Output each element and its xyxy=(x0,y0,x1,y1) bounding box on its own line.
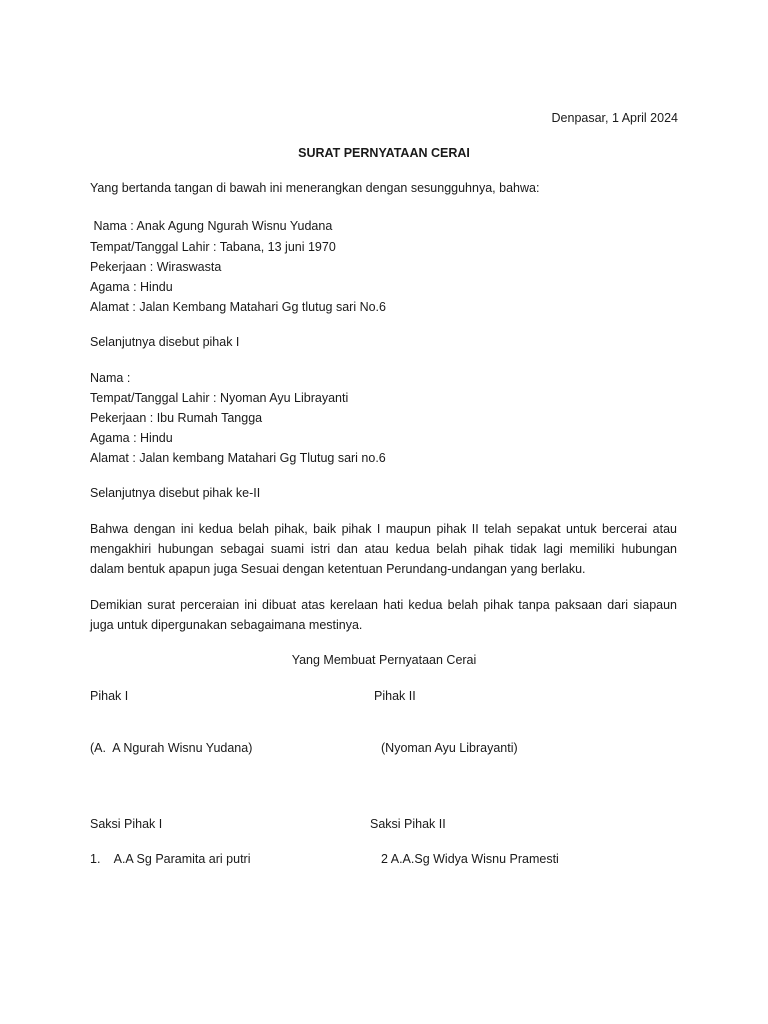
intro-text: Yang bertanda tangan di bawah ini menerangkan dengan sesungguhnya, bahwa: xyxy=(90,181,540,195)
party1-nama: Nama : Anak Agung Ngurah Wisnu Yudana xyxy=(90,219,333,233)
document-title: SURAT PERNYATAAN CERAI xyxy=(298,146,470,160)
signature-heading: Yang Membuat Pernyataan Cerai xyxy=(291,653,477,667)
party2-nama: Nama : xyxy=(90,371,131,385)
saksi2-name: 2 A.A.Sg Widya Wisnu Pramesti xyxy=(381,852,559,866)
party2-pekerjaan: Pekerjaan : Ibu Rumah Tangga xyxy=(90,411,263,425)
saksi2-label: Saksi Pihak II xyxy=(370,817,446,831)
pihak1-label: Pihak I xyxy=(90,689,129,703)
saksi1-name: 1. A.A Sg Paramita ari putri xyxy=(90,852,251,866)
closing-paragraph xyxy=(90,595,677,635)
agreement-paragraph xyxy=(90,519,677,579)
pihak2-label: Pihak II xyxy=(374,689,416,703)
pihak1-signatory: (A. A Ngurah Wisnu Yudana) xyxy=(90,741,253,755)
pihak2-signatory: (Nyoman Ayu Librayanti) xyxy=(381,741,518,755)
party1-agama: Agama : Hindu xyxy=(90,280,173,294)
closing-line-1: Demikian surat perceraian ini dibuat atas kerelaan hati kedua belah pihak tanpa paksaan dari siapaun xyxy=(90,598,677,612)
party2-alamat: Alamat : Jalan kembang Matahari Gg Tlutug sari no.6 xyxy=(90,451,386,465)
party2-ttl: Tempat/Tanggal Lahir : Nyoman Ayu Librayanti xyxy=(90,391,349,405)
party1-pekerjaan: Pekerjaan : Wiraswasta xyxy=(90,260,222,274)
agreement-line-2: mengakhiri hubungan sebagai suami istri dan atau kedua belah pihak tidak lagi memiliki hubungan xyxy=(90,542,677,556)
document-date: Denpasar, 1 April 2024 xyxy=(551,111,678,125)
saksi1-label: Saksi Pihak I xyxy=(90,817,163,831)
closing-line-2: juga untuk dipergunakan sebagaimana mestinya. xyxy=(90,618,363,632)
agreement-line-1: Bahwa dengan ini kedua belah pihak, baik pihak I maupun pihak II telah sepakat untuk bercerai atau xyxy=(90,522,677,536)
party1-alamat: Alamat : Jalan Kembang Matahari Gg tlutug sari No.6 xyxy=(90,300,386,314)
party1-ttl: Tempat/Tanggal Lahir : Tabana, 13 juni 1970 xyxy=(90,240,336,254)
party2-agama: Agama : Hindu xyxy=(90,431,173,445)
party2-note: Selanjutnya disebut pihak ke-II xyxy=(90,486,261,500)
agreement-line-3: dalam bentuk apapun juga Sesuai dengan ketentuan Perundang-undangan yang berlaku. xyxy=(90,562,586,576)
party1-note: Selanjutnya disebut pihak I xyxy=(90,335,240,349)
